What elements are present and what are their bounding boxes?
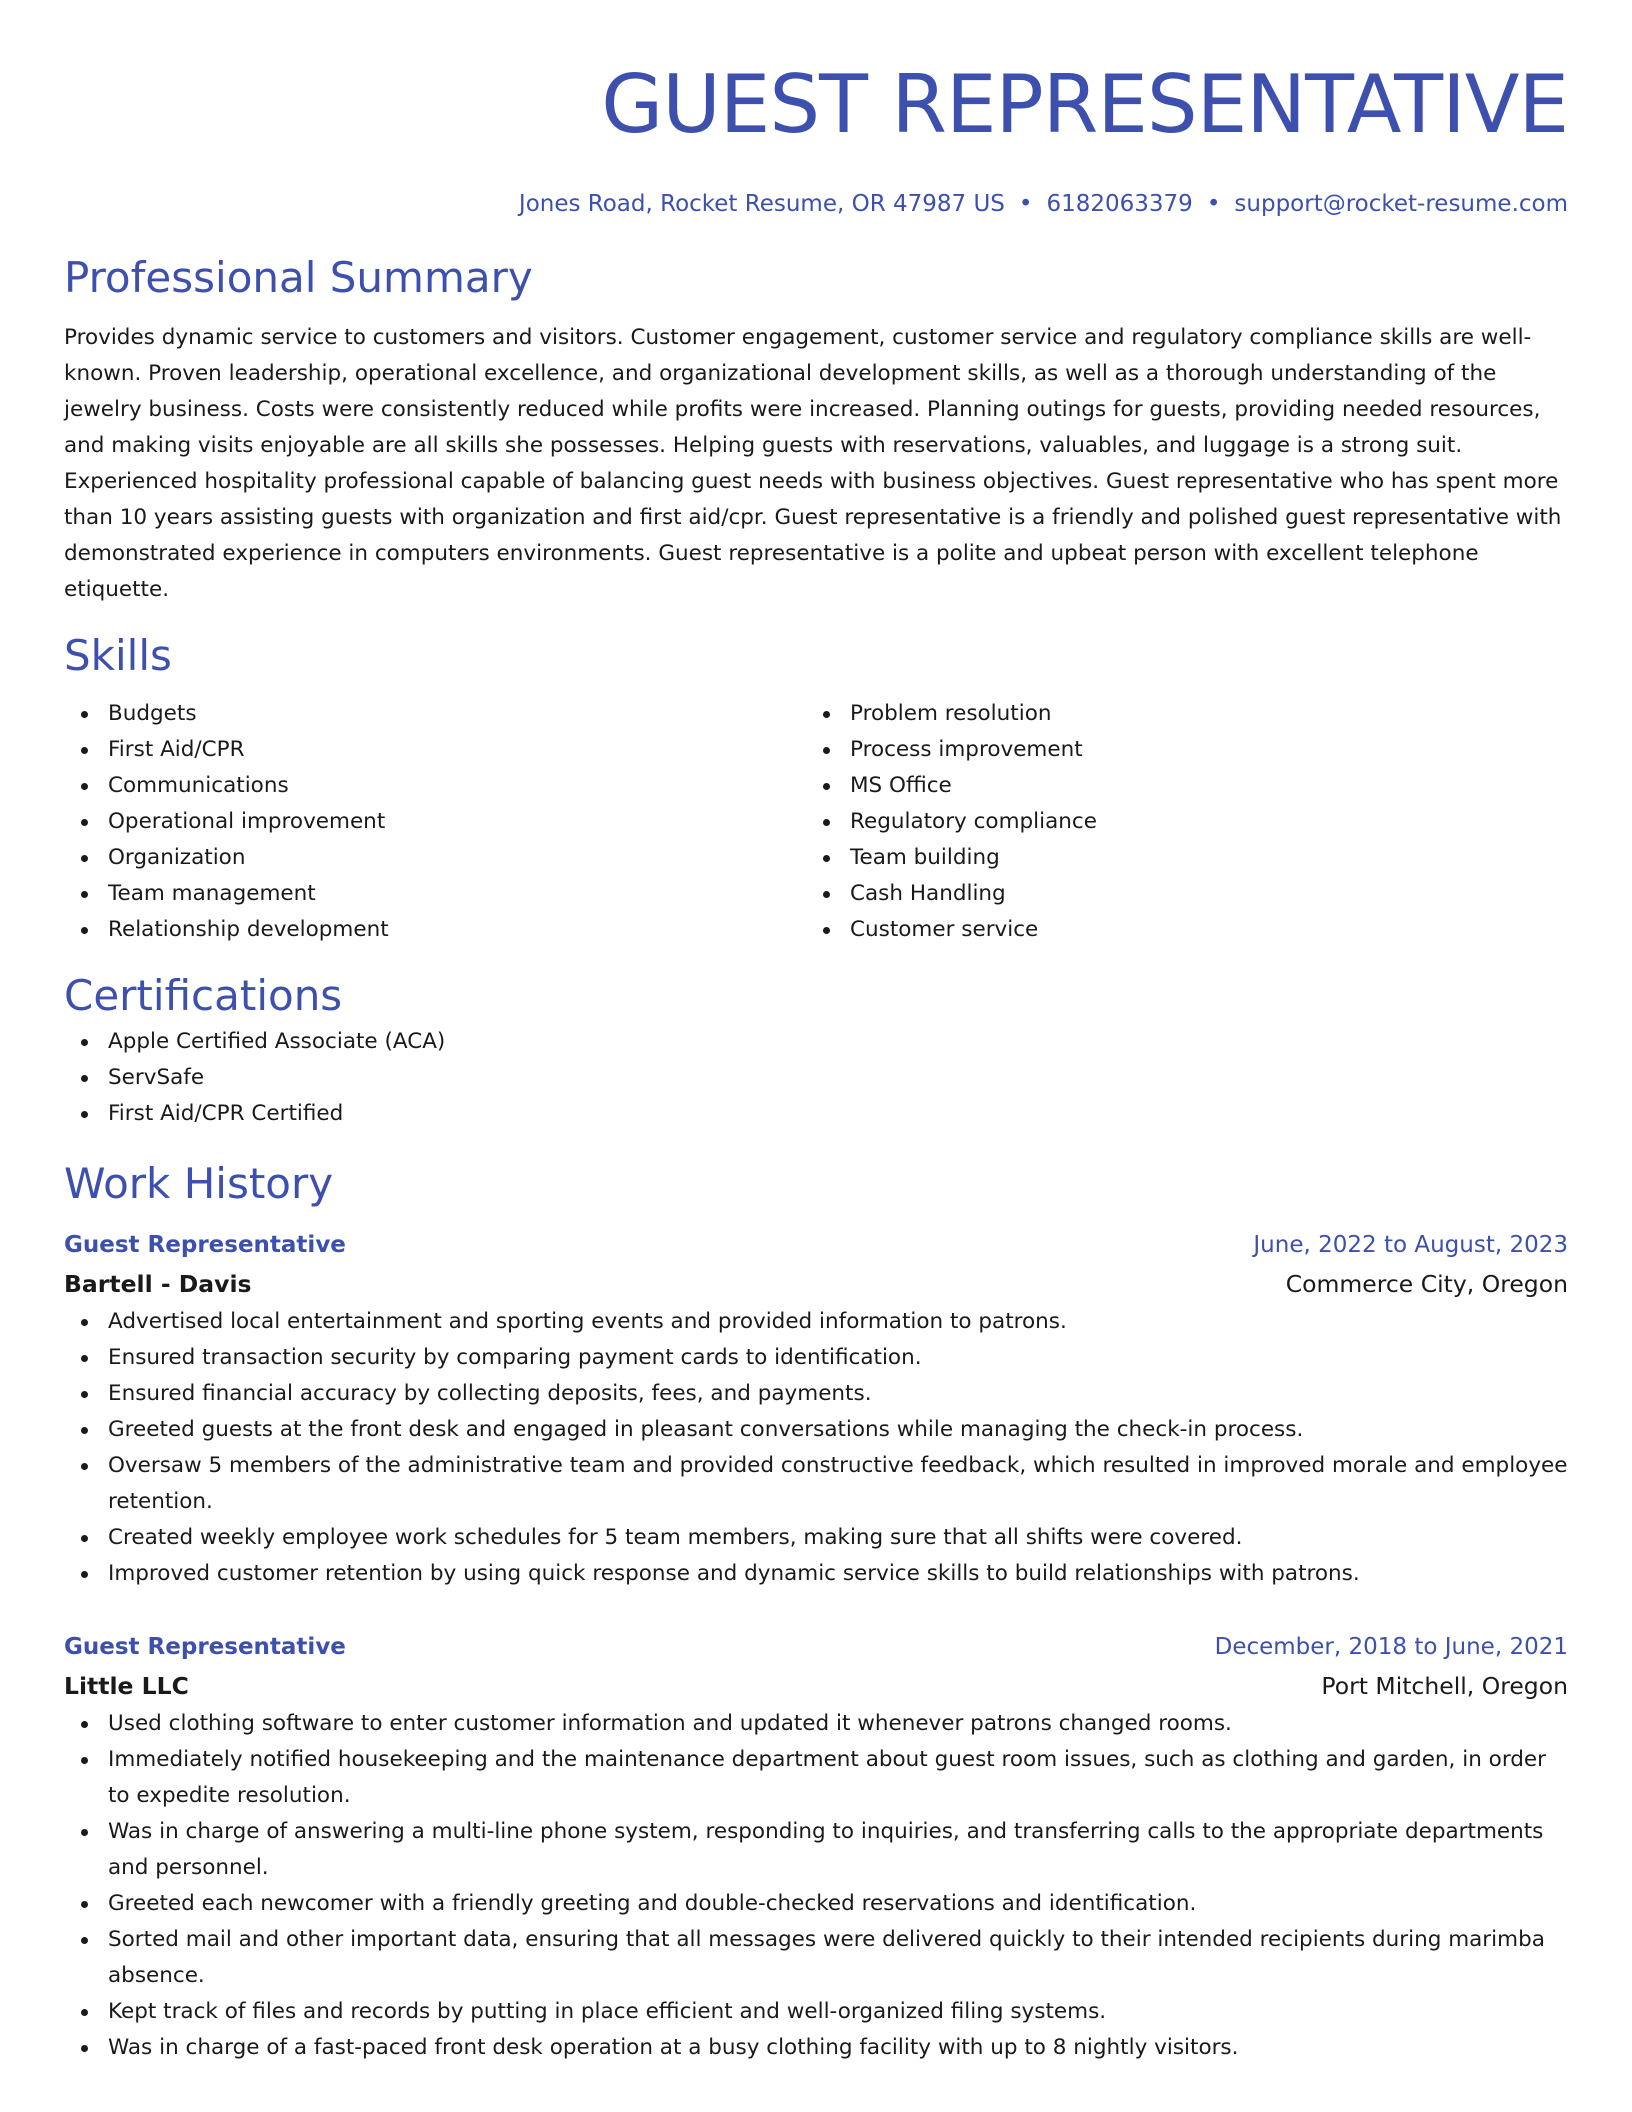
skill-item: Team management bbox=[64, 876, 806, 912]
job-duties-list bbox=[64, 1304, 1568, 1592]
resume-name: GUEST REPRESENTATIVE bbox=[601, 58, 1568, 151]
contact-email: support@rocket-resume.com bbox=[1234, 191, 1568, 217]
job-dates: December, 2018 to June, 2021 bbox=[1214, 1634, 1568, 1660]
skills-list-left bbox=[64, 696, 806, 948]
job-entry bbox=[64, 1226, 1568, 1592]
skill-item: Cash Handling bbox=[806, 876, 1548, 912]
skill-item: MS Office bbox=[806, 768, 1548, 804]
job-subheader bbox=[64, 1666, 1568, 1706]
job-duty-item: Sorted mail and other important data, ensuring that all messages were delivered quickly to their intended recipients during marimba absence. bbox=[64, 1922, 1568, 1994]
skills-column-left bbox=[64, 696, 806, 948]
skill-item: Problem resolution bbox=[806, 696, 1548, 732]
skills-grid bbox=[64, 696, 1568, 948]
skill-item: Process improvement bbox=[806, 732, 1548, 768]
job-title: Guest Representative bbox=[64, 1634, 346, 1660]
job-duty-item: Immediately notified housekeeping and the maintenance department about guest room issues, such as clothing and garden, in order to expedite resolution. bbox=[64, 1742, 1568, 1814]
skill-item: Communications bbox=[64, 768, 806, 804]
summary-heading: Professional Summary bbox=[64, 253, 533, 302]
job-dates: June, 2022 to August, 2023 bbox=[1253, 1232, 1568, 1258]
contact-separator: • bbox=[1206, 191, 1221, 217]
job-header bbox=[64, 1628, 1568, 1666]
certification-item: ServSafe bbox=[64, 1060, 1568, 1096]
certifications-heading: Certifications bbox=[64, 971, 343, 1020]
contact-line bbox=[64, 188, 1568, 220]
job-employer: Little LLC bbox=[64, 1672, 189, 1700]
summary-text: Provides dynamic service to customers and visitors. Customer engagement, customer service and regulatory compliance skills are well-known. Proven leadership, operational excellence, and organizational development skills, as well as a thorough understanding of the jewelry business. Costs were consistently reduced while profits were increased. Planning outings for guests, providing needed resources, and making visits enjoyable are all skills she possesses. Helping guests with reservations, valuables, and luggage is a strong suit. Experienced hospitality professional capable of balancing guest needs with business objectives. Guest representative who has spent more than 10 years assisting guests with organization and first aid/cpr. Guest representative is a friendly and polished guest representative with demonstrated experience in computers environments. Guest representative is a polite and upbeat person with excellent telephone etiquette. bbox=[64, 325, 1562, 602]
job-duty-item: Kept track of files and records by putting in place efficient and well-organized filing systems. bbox=[64, 1994, 1568, 2030]
job-duties-list bbox=[64, 1706, 1568, 2066]
job-employer: Bartell - Davis bbox=[64, 1270, 252, 1298]
job-duty-item: Advertised local entertainment and sporting events and provided information to patrons. bbox=[64, 1304, 1568, 1340]
job-duty-item: Oversaw 5 members of the administrative team and provided constructive feedback, which resulted in improved morale and employee retention. bbox=[64, 1448, 1568, 1520]
job-duty-item: Was in charge of a fast-paced front desk operation at a busy clothing facility with up to 8 nightly visitors. bbox=[64, 2030, 1568, 2066]
skills-heading: Skills bbox=[64, 631, 172, 680]
contact-separator: • bbox=[1018, 191, 1033, 217]
job-duty-item: Created weekly employee work schedules for 5 team members, making sure that all shifts were covered. bbox=[64, 1520, 1568, 1556]
skills-list-right bbox=[806, 696, 1548, 948]
contact-address: Jones Road, Rocket Resume, OR 47987 US bbox=[518, 191, 1005, 217]
job-header bbox=[64, 1226, 1568, 1264]
job-title: Guest Representative bbox=[64, 1232, 346, 1258]
skill-item: First Aid/CPR bbox=[64, 732, 806, 768]
job-location: Commerce City, Oregon bbox=[1285, 1270, 1568, 1298]
skill-item: Budgets bbox=[64, 696, 806, 732]
skill-item: Organization bbox=[64, 840, 806, 876]
certifications-list bbox=[64, 1024, 1568, 1132]
job-duty-item: Improved customer retention by using quick response and dynamic service skills to build relationships with patrons. bbox=[64, 1556, 1568, 1592]
skill-item: Operational improvement bbox=[64, 804, 806, 840]
job-duty-item: Ensured financial accuracy by collecting deposits, fees, and payments. bbox=[64, 1376, 1568, 1412]
skills-column-right bbox=[806, 696, 1548, 948]
certification-item: First Aid/CPR Certified bbox=[64, 1096, 1568, 1132]
skill-item: Customer service bbox=[806, 912, 1548, 948]
job-duty-item: Was in charge of answering a multi-line phone system, responding to inquiries, and transferring calls to the appropriate departments and personnel. bbox=[64, 1814, 1568, 1886]
contact-phone: 6182063379 bbox=[1046, 191, 1193, 217]
job-duty-item: Greeted each newcomer with a friendly greeting and double-checked reservations and identification. bbox=[64, 1886, 1568, 1922]
skill-item: Relationship development bbox=[64, 912, 806, 948]
job-entry bbox=[64, 1628, 1568, 2066]
job-location: Port Mitchell, Oregon bbox=[1321, 1672, 1568, 1700]
job-duty-item: Ensured transaction security by comparing payment cards to identification. bbox=[64, 1340, 1568, 1376]
job-subheader bbox=[64, 1264, 1568, 1304]
skill-item: Team building bbox=[806, 840, 1548, 876]
job-duty-item: Used clothing software to enter customer information and updated it whenever patrons changed rooms. bbox=[64, 1706, 1568, 1742]
certification-item: Apple Certified Associate (ACA) bbox=[64, 1024, 1568, 1060]
work-history-heading: Work History bbox=[64, 1159, 334, 1208]
job-duty-item: Greeted guests at the front desk and engaged in pleasant conversations while managing the check-in process. bbox=[64, 1412, 1568, 1448]
skill-item: Regulatory compliance bbox=[806, 804, 1548, 840]
